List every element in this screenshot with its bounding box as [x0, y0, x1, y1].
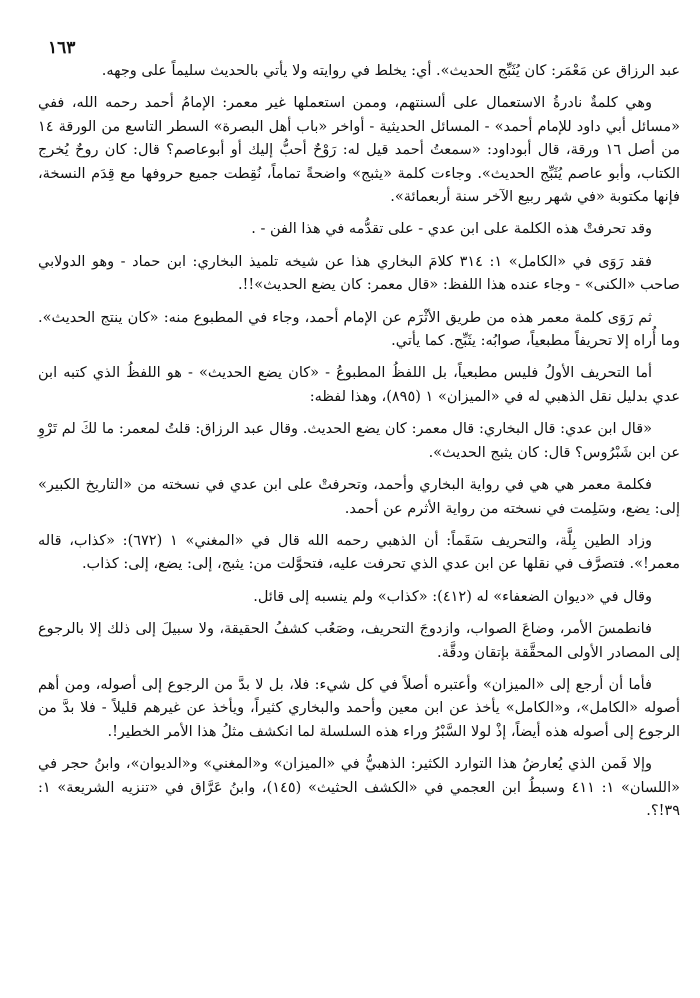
paragraph: ثم رَوَى كلمة معمر هذه من طريق الأثْرَم عن الإمام أحمد، وجاء في المطبوع منه: «كان ينتج الحديث». وما أُراه إلا تحريفاً مطبعياً، صوابُه: يثَبِّج. كما يأتي.: [38, 309, 680, 350]
paragraph: وقال في «ديوان الضعفاء» له (٤١٢): «كذاب» ولم ينسبه إلى قائل.: [253, 588, 652, 605]
paragraph: وهي كلمةٌ نادرةُ الاستعمال على ألسنتهم، وممن استعملها غير معمر: الإمامُ أحمد رحمه الله، ففي «مسائل أبي داود للإمام أحمد» - المسائل الحديثية - أواخر «باب أهل البصرة» السطر التاسع من الورقة ١٤ من أصل ١٦ ورقة، قال أبوداود: «سمعتُ أحمد قيل له: رَوْحٌ أحبُّ إليك أو أبوعاصم؟ قال: كان روحٌ يُخرج الكتاب، وأبو عاصم يُثَبِّج الحديث». وجاءت كلمة «يثبج» واضحةً تماماً، نُقِطت جميع حروفها مع قِدَم النسخة، فإنها مكتوبة «في شهر ربيع الآخر سنة أربعمائة».: [38, 95, 680, 206]
paragraph: وإلا فَمن الذي يُعارضُ هذا التوارد الكثير: الذهبيُّ في «الميزان» و«المغني» و«الديوان»، وابنُ حجر في «اللسان» ١: ٤١١ وسبطُ ابن العجمي في «الكشف الحثيث» (١٤٥)، وابنُ عَرَّاق في «تنزيه الشريعة» ١: ٣٩!؟.: [38, 756, 680, 819]
paragraph: فقد رَوَى في «الكامل» ١: ٣١٤ كلامَ البخاري هذا عن شيخه تلميذ البخاري: ابن حماد - وهو الدولابي صاحب «الكنى» - وجاء عنده هذا اللفظ: «قال معمر: كان يضع الحديث»!!.: [38, 253, 680, 294]
paragraph: أما التحريف الأولُ فليس مطبعياً، بل اللفظُ المطبوعُ - «كان يضع الحديث» - هو اللفظُ الذي كتبه ابن عدي بدليل نقل الذهبي له في «الميزان» ١ (٨٩٥)، وهذا لفظه:: [38, 365, 680, 405]
page-number: ١٦٣: [48, 38, 76, 58]
paragraph: وزاد الطين بِلَّة، والتحريف سَقَماً: أن الذهبي رحمه الله قال في «المغني» ١ (٦٧٢): «كذاب، قاله معمر!». فتصرَّف في نقلها عن ابن عدي الذي تحرفت عليه، فتحوَّلت من: يثبج، إلى: يضع، إلى: كذاب.: [38, 532, 680, 573]
page-body: [38, 60, 680, 832]
paragraph: فأما أن أرجع إلى «الميزان» وأعتبره أصلاً في كل شيء: فلا، بل لا بدَّ من الرجوع إلى أصوله، ومن أهم أصوله «الكامل»، و«الكامل» يأخذ عن ابن معين وأحمد والبخاري كثيراً، ويأخذ عن غيرهم قليلاً - فلا بدَّ من الرجوع إلى أصوله هذه أيضاً، إذْ لولا السَّبْرُ وراء هذه السلسلة لما انكشف مثلُ هذا الأمر الخطير!.: [38, 676, 680, 740]
paragraph: فانطمسَ الأمر، وضاعَ الصواب، وازدوجَ التحريف، وصَعُب كشفُ الحقيقة، ولا سبيلَ إلى ذلك إلا بالرجوع إلى المصادر الأولى المحقَّقة بإتقان ودقَّة.: [38, 621, 680, 661]
paragraph: فكلمة معمر هي هي في رواية البخاري وأحمد، وتحرفتْ على ابن عدي في نسخته من «التاريخ الكبير» إلى: يضع، وسَلِمت في نسخته من رواية الأثرم عن أحمد.: [38, 477, 680, 517]
paragraph: عبد الرزاق عن مَعْمَر: كان يُثَبِّج الحديث». أي: يخلط في روايته ولا يأتي بالحديث سليماً على وجهه.: [101, 63, 680, 79]
paragraph: وقد تحرفتْ هذه الكلمة على ابن عدي - على تقدُّمه في هذا الفن - .: [251, 221, 652, 238]
paragraph: «قال ابن عدي: قال البخاري: قال معمر: كان يضع الحديث. وقال عبد الرزاق: قلتُ لمعمر: ما لكَ لم تَرْوِ عن ابن شَبْرُوس؟ قال: كان يثبج الحديث».: [38, 421, 680, 461]
